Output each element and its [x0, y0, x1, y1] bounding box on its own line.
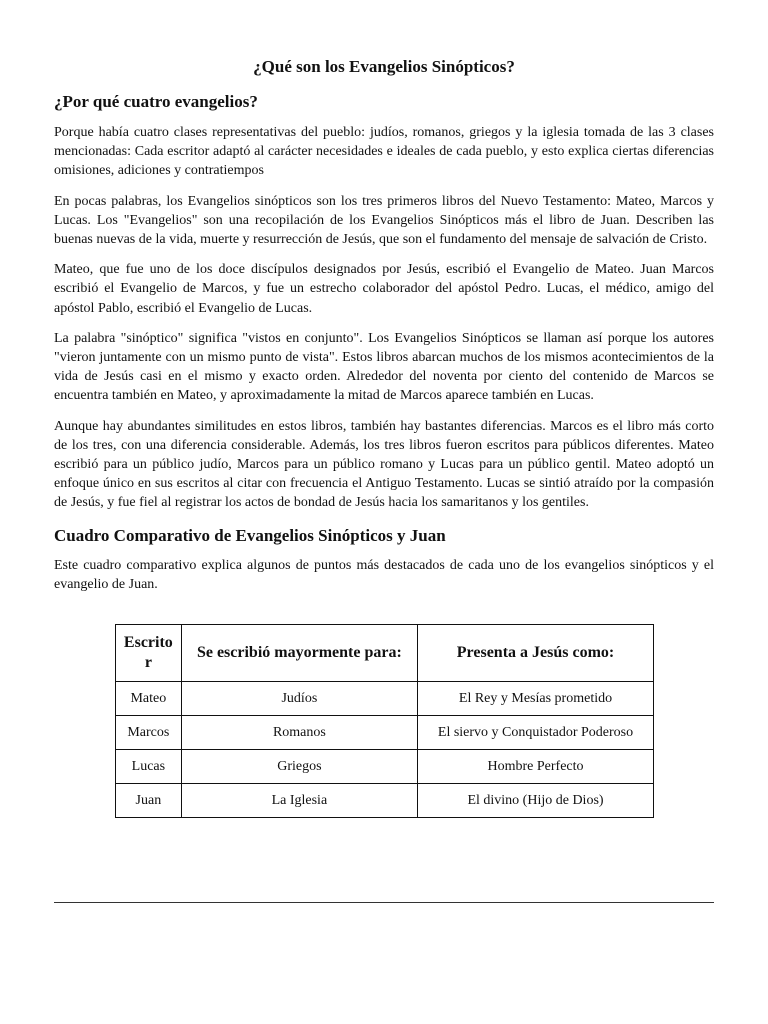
paragraph-5: Aunque hay abundantes similitudes en estos libros, también hay bastantes diferencias. Marcos es el libro más corto de los tres, con una diferencia considerable. Además, los tres libros fueron escritos para públicos diferentes. Mateo escribió para un público judío, Marcos para un público romano y Lucas para un público gentil. Mateo adoptó un enfoque único en sus escritos al citar con frecuencia el Antiguo Testamento. Lucas se sintió atraído por la compasión de Jesús, y fue fiel al registrar los actos de bondad de Jesús hacia los samaritanos y los gentiles. — [54, 418, 714, 511]
cell-presents: El siervo y Conquistador Poderoso — [418, 716, 654, 750]
table-row — [116, 750, 654, 784]
section-heading-comparison: Cuadro Comparativo de Evangelios Sinópticos y Juan — [54, 525, 446, 545]
section-heading-why-four: ¿Por qué cuatro evangelios? — [54, 92, 258, 111]
header-writer: Escrito r — [116, 625, 182, 682]
cell-presents: El divino (Hijo de Dios) — [418, 784, 654, 818]
table-row — [116, 716, 654, 750]
bottom-divider — [54, 902, 714, 903]
cell-audience: Griegos — [181, 750, 417, 784]
cell-audience: La Iglesia — [181, 784, 417, 818]
cell-writer: Mateo — [116, 682, 182, 716]
page-title: ¿Qué son los Evangelios Sinópticos? — [253, 57, 515, 76]
paragraph-3: Mateo, que fue uno de los doce discípulos designados por Jesús, escribió el Evangelio de Mateo. Juan Marcos escribió el Evangelio de Marcos, y fue un estrecho colaborador del apóstol Pedro. Lucas, el médico, amigo del apóstol Pablo, escribió el Evangelio de Lucas. — [54, 262, 714, 316]
cell-writer: Juan — [116, 784, 182, 818]
paragraph-2: En pocas palabras, los Evangelios sinópticos son los tres primeros libros del Nuevo Testamento: Mateo, Marcos y Lucas. Los "Evangelios" son una recopilación de los Evangelios Sinópticos más el libro de Juan. Describen las buenas nuevas de la vida, muerte y resurrección de Jesús, que son el fundamento del mensaje de salvación de Cristo. — [54, 193, 714, 248]
header-presents-jesus: Presenta a Jesús como: — [418, 625, 654, 682]
comparison-table — [115, 624, 654, 818]
comparison-table-wrapper — [115, 624, 654, 818]
document-page — [54, 56, 714, 818]
cell-audience: Judíos — [181, 682, 417, 716]
cell-writer: Lucas — [116, 750, 182, 784]
comparison-intro: Este cuadro comparativo explica algunos de puntos más destacados de cada uno de los evangelios sinópticos y el evangelio de Juan. — [54, 557, 714, 592]
paragraph-4: La palabra "sinóptico" significa "vistos en conjunto". Los Evangelios Sinópticos se llaman así porque los autores "vieron juntamente con un mismo punto de vista". Estos libros abarcan muchos de los mismos acontecimientos de la vida de Jesús casi en el mismo y exacto orden. Alrededor del noventa por ciento del contenido de Marcos se encuentra también en Mateo, y aproximadamente la mitad de Marcos aparece también en Lucas. — [54, 330, 714, 404]
cell-presents: El Rey y Mesías prometido — [418, 682, 654, 716]
cell-presents: Hombre Perfecto — [418, 750, 654, 784]
table-row — [116, 682, 654, 716]
table-row — [116, 784, 654, 818]
cell-audience: Romanos — [181, 716, 417, 750]
paragraph-1: Porque había cuatro clases representativas del pueblo: judíos, romanos, griegos y la iglesia tomada de las 3 clases mencionadas: Cada escritor adaptó al carácter necesidades e ideales de cada pueblo, y esto explica ciertas diferencias omisiones, adiciones y contratiempos — [54, 125, 714, 179]
table-header-row — [116, 625, 654, 682]
cell-writer: Marcos — [116, 716, 182, 750]
header-audience: Se escribió mayormente para: — [181, 625, 417, 682]
